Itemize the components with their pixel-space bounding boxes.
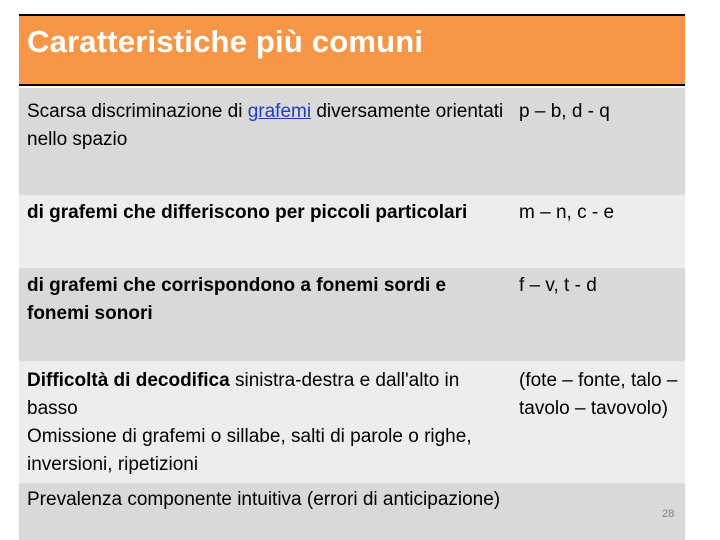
table-row [19,195,685,268]
description-text: Omissione di grafemi o sillabe, salti di parole o righe, inversioni, ripetizioni [27,426,472,475]
slide-title: Caratteristiche più comuni [27,24,424,59]
description-text: diversamente orientati nello spazio [27,101,504,150]
row-description: di grafemi che differiscono per piccoli particolari [27,202,468,223]
table-header [19,14,685,86]
row-example: f – v, t - d [519,275,597,296]
row-description: Prevalenza componente intuitiva (errori di anticipazione) [27,489,501,510]
row-example: m – n, c - e [519,202,615,223]
row-description [27,367,505,479]
table-row [19,88,685,195]
description-text: sinistra-destra e dall'alto in basso [27,370,460,419]
table-row [19,361,685,483]
decoding-difficulty-label: Difficoltà di decodifica [27,370,230,391]
grafemi-link[interactable]: grafemi [247,101,312,122]
row-example: p – b, d - q [519,101,610,122]
row-description [27,98,505,154]
page-number: 28 [662,508,675,520]
row-example: (fote – fonte, talo – tavolo – tavovolo) [519,370,678,419]
row-description: di grafemi che corrispondono a fonemi sordi e fonemi sonori [27,275,447,324]
table-row [19,268,685,361]
description-text: Scarsa discriminazione di [27,101,248,122]
characteristics-table [19,14,685,540]
table-row [19,483,685,540]
